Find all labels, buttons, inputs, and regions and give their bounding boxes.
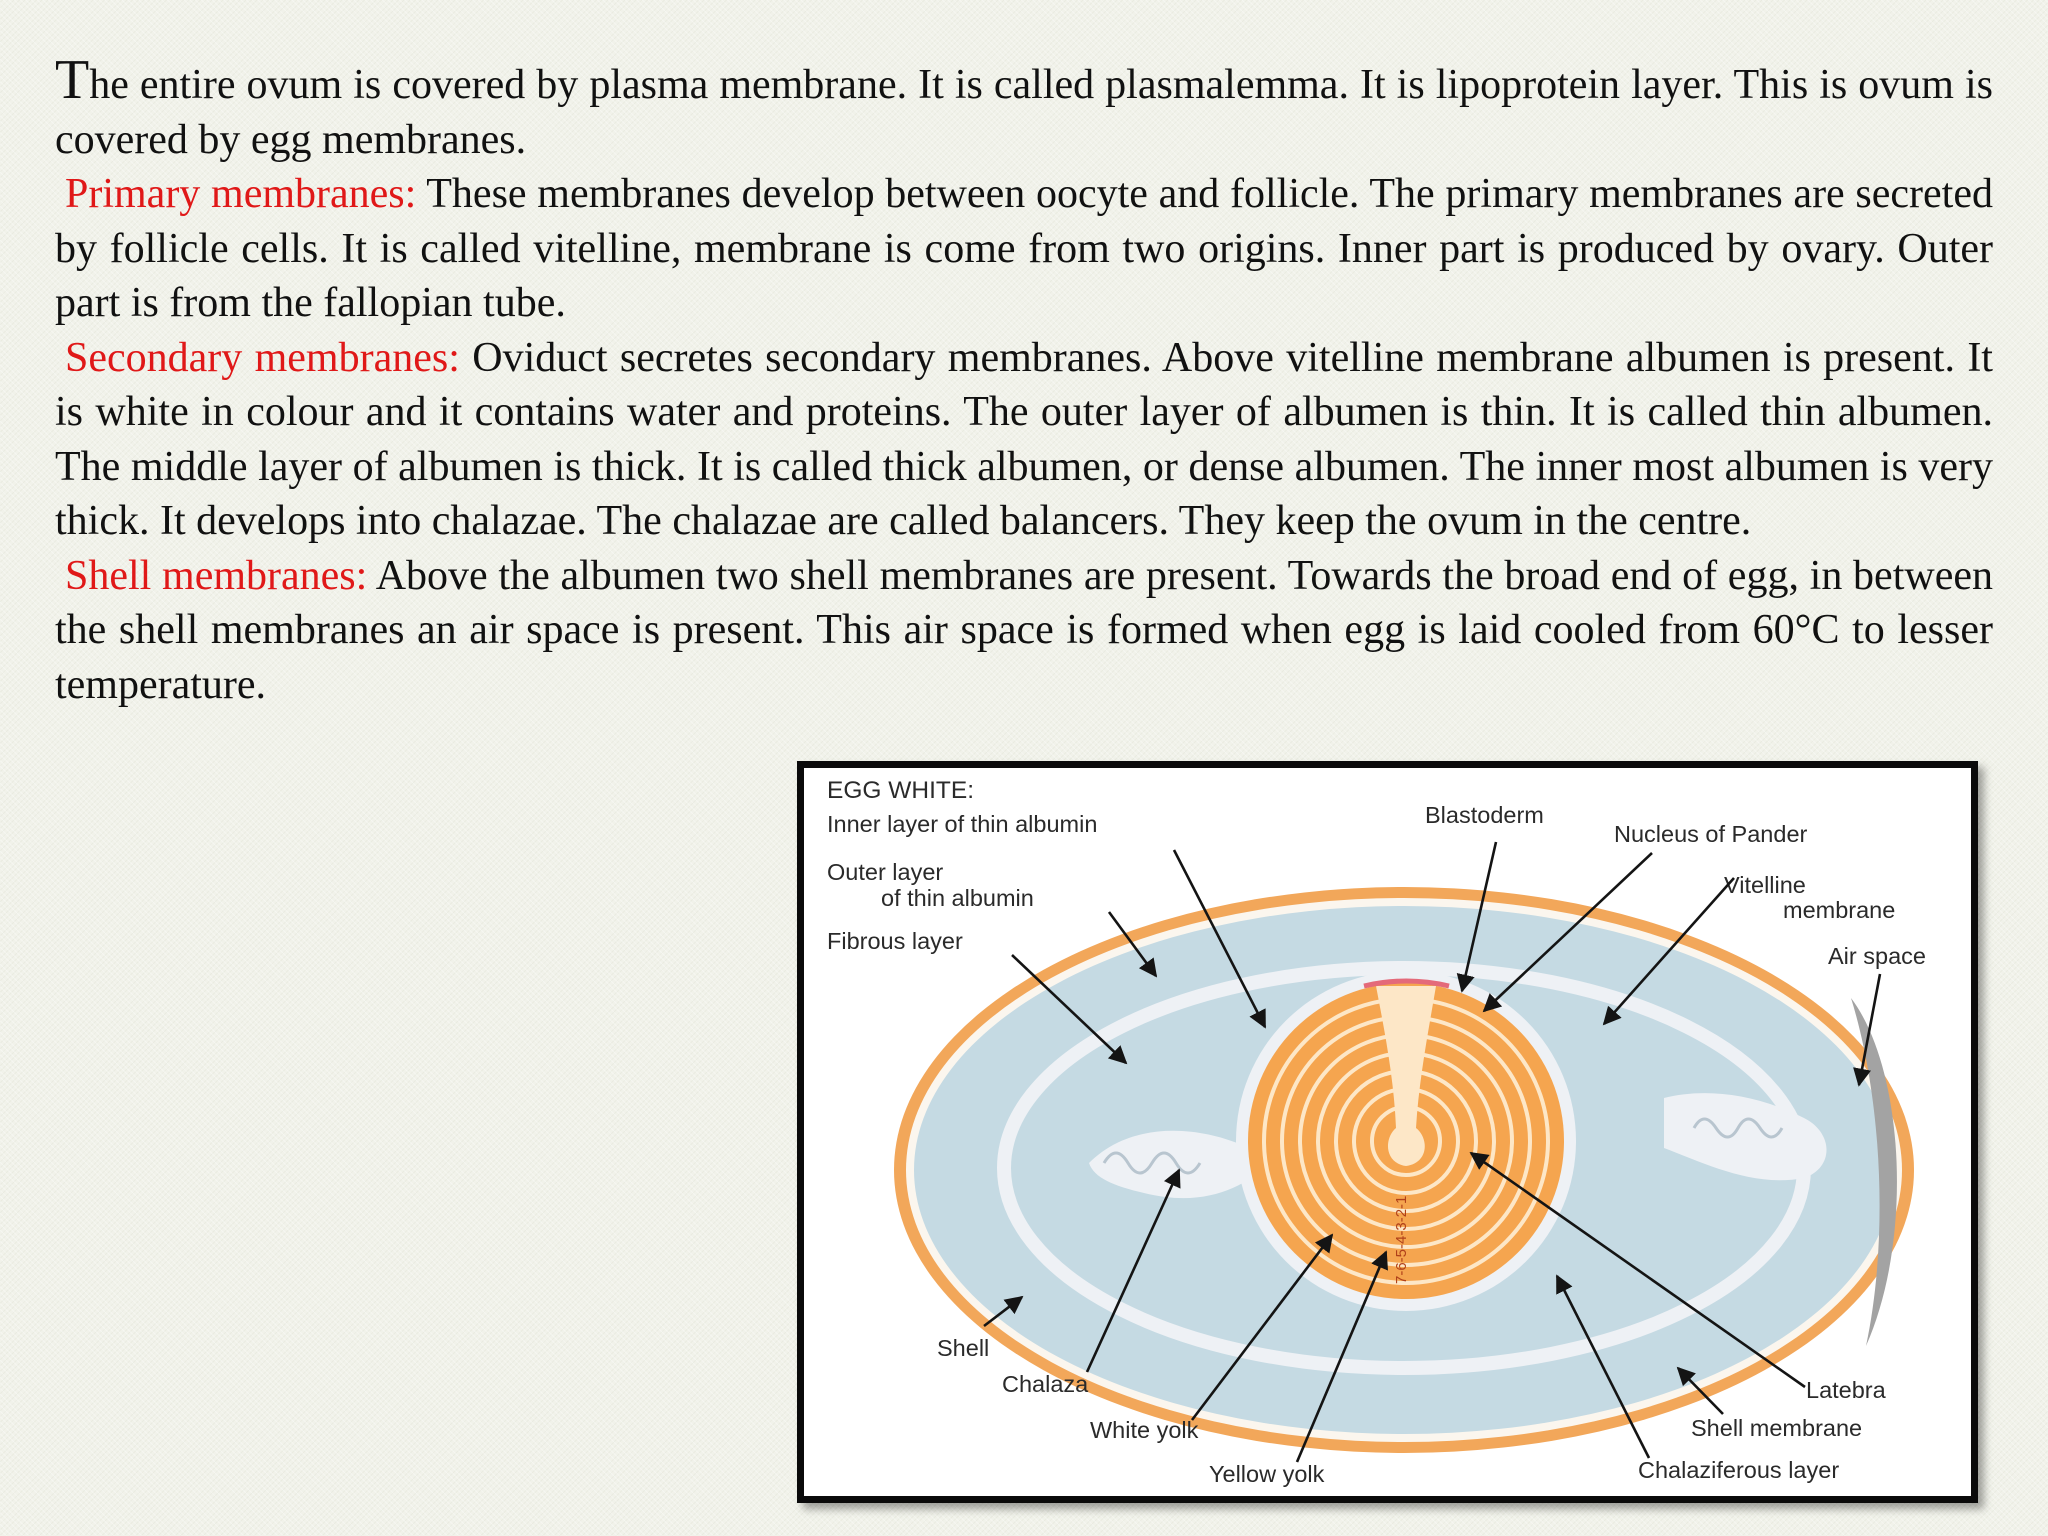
label-shell-membrane: Shell membrane xyxy=(1691,1415,1863,1441)
label-shell: Shell xyxy=(937,1335,990,1361)
secondary-membranes-paragraph xyxy=(55,331,1993,549)
label-chalaza: Chalaza xyxy=(1002,1371,1089,1397)
secondary-membranes-text: Oviduct secretes secondary membranes. Above vitelline membrane albumen is present. It is white in colour and it contains water and proteins. The outer layer of albumen is thin. It is called thin albumen. The middle layer of albumen is thick. It is called thick albumen, or dense albumen. The inner most albumen is very thick. It develops into chalazae. The chalazae are called balancers. They keep the ovum in the centre. xyxy=(55,334,1993,544)
label-outer-layer-line1: Outer layer xyxy=(827,859,944,885)
label-vitelline-line2: membrane xyxy=(1783,897,1896,923)
shell-membranes-term: Shell membranes: xyxy=(65,552,368,599)
label-inner-thin-albumin: Inner layer of thin albumin xyxy=(827,811,1098,837)
egg-diagram xyxy=(804,768,1971,1496)
label-chalaziferous-layer: Chalaziferous layer xyxy=(1638,1457,1840,1483)
label-white-yolk: White yolk xyxy=(1090,1417,1199,1443)
label-outer-layer-line2: of thin albumin xyxy=(881,885,1034,911)
label-yellow-yolk: Yellow yolk xyxy=(1209,1461,1325,1487)
shell-membranes-paragraph xyxy=(55,549,1993,713)
label-nucleus-of-pander: Nucleus of Pander xyxy=(1614,821,1808,847)
label-vitelline-line1: Vitelline xyxy=(1724,872,1806,898)
body-text xyxy=(55,49,1993,712)
label-fibrous-layer: Fibrous layer xyxy=(827,928,963,954)
layer-numbers xyxy=(1393,1196,1410,1284)
egg-diagram-figure xyxy=(797,761,1978,1503)
secondary-membranes-term: Secondary membranes: xyxy=(65,334,460,381)
drop-letter: T xyxy=(55,49,90,111)
egg-white-heading: EGG WHITE: xyxy=(827,777,974,804)
intro-text: he entire ovum is covered by plasma membrane. It is called plasmalemma. It is lipoprotein layer. This is ovum is covered by egg membranes. xyxy=(55,62,1993,163)
primary-membranes-paragraph xyxy=(55,167,1993,331)
intro-paragraph xyxy=(55,49,1993,167)
primary-membranes-term: Primary membranes: xyxy=(65,171,417,217)
primary-membranes-text: These membranes develop between oocyte and follicle. The primary membranes are secreted by follicle cells. It is called vitelline, membrane is come from two origins. Inner part is produced by ovary. Outer part is from the fallopian tube. xyxy=(55,171,1993,326)
svg-text:7-6-5-4-3-2-1: 7-6-5-4-3-2-1 xyxy=(1393,1195,1410,1284)
label-blastoderm: Blastoderm xyxy=(1425,802,1544,828)
label-latebra: Latebra xyxy=(1806,1377,1886,1403)
label-air-space: Air space xyxy=(1828,943,1926,969)
shell-membranes-text: Above the albumen two shell membranes are present. Towards the broad end of egg, in between the shell membranes an air space is present. This air space is formed when egg is laid cooled from 60°C to lesser temperature. xyxy=(55,552,1993,708)
